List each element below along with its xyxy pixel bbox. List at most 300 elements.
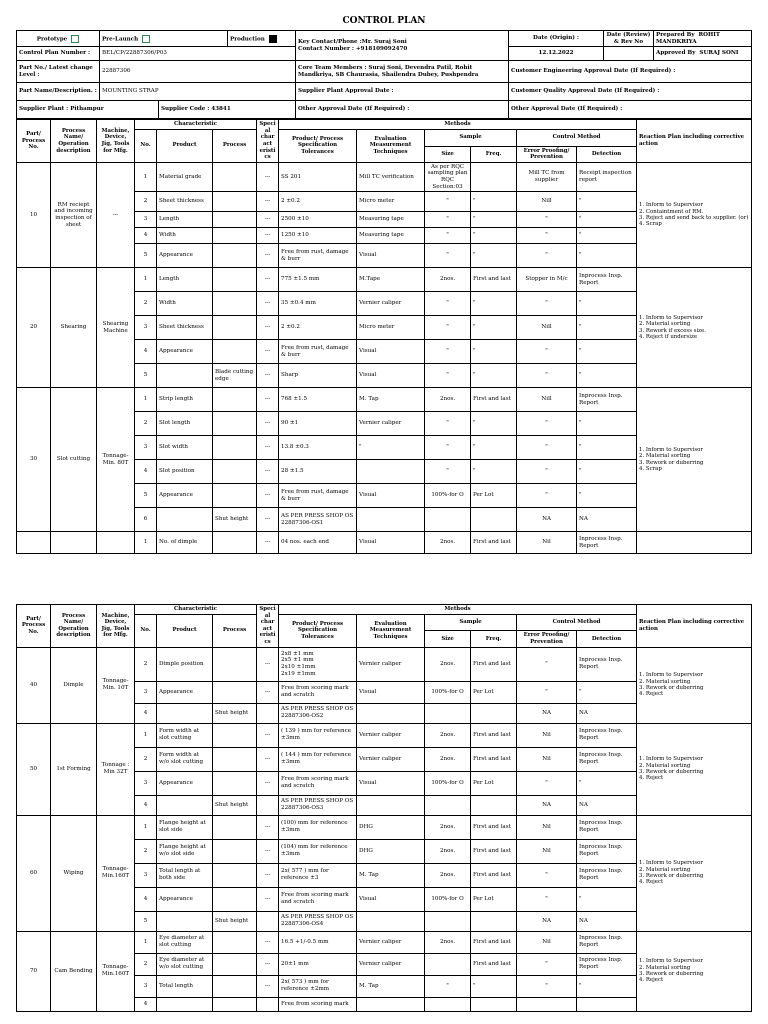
detection: Inprocess Insp. Report (577, 747, 637, 771)
table-row (17, 268, 752, 292)
sample-freq: First and last (471, 647, 517, 681)
error-proofing: " (517, 887, 577, 911)
special-char: --- (257, 839, 279, 863)
machine: Tonnage- Min. 80T (97, 388, 135, 532)
table-row (17, 647, 752, 681)
spec-tolerance: Free from rust, damage & burr (279, 484, 357, 508)
sample-size: " (425, 436, 471, 460)
detection: Inprocess Insp. Report (577, 953, 637, 975)
sample-freq (471, 703, 517, 723)
sample-size: 2nos. (425, 388, 471, 412)
error-proofing: " (517, 244, 577, 268)
char-no: 1 (135, 268, 157, 292)
error-proofing: Nil (517, 839, 577, 863)
spec-tolerance: 13.8 ±0.3 (279, 436, 357, 460)
char-process (213, 316, 257, 340)
evaluation-technique: M. Tap (357, 863, 425, 887)
sample-size (425, 997, 471, 1011)
spec-tolerance: AS PER PRESS SHOP OS 22887306-OS4 (279, 911, 357, 931)
char-product: Total length (157, 975, 213, 997)
sample-freq: " (471, 192, 517, 212)
sample-freq: Per Lot (471, 484, 517, 508)
special-char: --- (257, 388, 279, 412)
sample-freq: " (471, 975, 517, 997)
special-char: --- (257, 931, 279, 953)
machine: --- (97, 162, 135, 267)
sample-size: 2nos. (425, 815, 471, 839)
detection: " (577, 771, 637, 795)
sample-freq: " (471, 228, 517, 244)
error-proofing: " (517, 647, 577, 681)
char-no: 4 (135, 460, 157, 484)
sample-size (425, 795, 471, 815)
col-sample: Sample (425, 614, 517, 631)
col-machine: Machine, Device, Jig, Tools for Mfg. (97, 120, 135, 163)
char-process (213, 997, 257, 1011)
evaluation-technique: Vernier caliper (357, 412, 425, 436)
sample-size: 100%-for O (425, 887, 471, 911)
sample-freq: Per Lot (471, 681, 517, 703)
char-no: 4 (135, 887, 157, 911)
col-characteristic: Characteristic (135, 120, 257, 130)
evaluation-technique: M.Tape (357, 268, 425, 292)
spec-tolerance: 20±1 mm (279, 953, 357, 975)
special-char: --- (257, 162, 279, 191)
special-char (257, 997, 279, 1011)
cust-eng-approval: Customer Engineering Approval Date (If Required) : (509, 61, 752, 83)
char-no: 2 (135, 192, 157, 212)
char-no: 2 (135, 953, 157, 975)
detection: " (577, 975, 637, 997)
reaction-plan: 1. Inform to Supervisor 2. Containtment of RM. 3. Reject and send back to supplier. (or) 4. Scrap (637, 162, 752, 267)
sample-freq: First and last (471, 931, 517, 953)
process-number: 70 (17, 931, 51, 1011)
spec-tolerance: 2 ±0.2 (279, 316, 357, 340)
reaction-plan: 1. Inform to Supervisor 2. Material sorting 3. Rework or duberring 4. Reject (637, 931, 752, 1011)
error-proofing: Stopper in M/c (517, 268, 577, 292)
detection: Inprocess Insp. Report (577, 723, 637, 747)
sample-freq: First and last (471, 723, 517, 747)
char-process: Shut height (213, 795, 257, 815)
detection: " (577, 292, 637, 316)
other-approval-2: Other Approval Date (If Required) : (509, 101, 752, 119)
col-product: Product (157, 614, 213, 647)
part-name: MOUNTING STRAP (100, 83, 296, 101)
evaluation-technique (357, 911, 425, 931)
char-no: 3 (135, 212, 157, 228)
control-plan-table-2 (16, 604, 752, 1012)
evaluation-technique: Mill TC verification (357, 162, 425, 191)
error-proofing: NA (517, 703, 577, 723)
char-no: 1 (135, 931, 157, 953)
char-process (213, 975, 257, 997)
char-product: Flange height at w/o slot side (157, 839, 213, 863)
error-proofing: " (517, 292, 577, 316)
char-process (213, 815, 257, 839)
char-no: 4 (135, 703, 157, 723)
sample-size: 100%-for O (425, 681, 471, 703)
char-process (213, 839, 257, 863)
char-product: Material grade (157, 162, 213, 191)
char-product (157, 703, 213, 723)
detection: Inprocess Insp. Report (577, 863, 637, 887)
error-proofing: NA (517, 795, 577, 815)
col-methods: Methods (279, 120, 637, 130)
evaluation-technique: " (357, 436, 425, 460)
special-char (257, 795, 279, 815)
date-origin: 12.12.2022 (509, 47, 604, 61)
sample-freq (471, 508, 517, 532)
char-no: 1 (135, 815, 157, 839)
evaluation-technique: Measuring tape (357, 228, 425, 244)
char-no: 2 (135, 647, 157, 681)
evaluation-technique: Visual (357, 364, 425, 388)
char-product: Form width at slot cutting (157, 723, 213, 747)
spec-tolerance: 775 ±1.5 mm (279, 268, 357, 292)
special-char (257, 703, 279, 723)
error-proofing: " (517, 212, 577, 228)
prelaunch-checkbox-icon (142, 35, 150, 43)
table-row (17, 723, 752, 747)
col-evaluation: Evaluation Measurement Techniques (357, 129, 425, 162)
sample-freq: First and last (471, 268, 517, 292)
char-product (157, 997, 213, 1011)
evaluation-technique: Visual (357, 484, 425, 508)
special-char: --- (257, 887, 279, 911)
sample-freq: First and last (471, 839, 517, 863)
col-no: No. (135, 614, 157, 647)
error-proofing: " (517, 863, 577, 887)
sample-size: " (425, 292, 471, 316)
error-proofing: " (517, 484, 577, 508)
char-process (213, 162, 257, 191)
detection: " (577, 484, 637, 508)
char-no: 5 (135, 484, 157, 508)
spec-tolerance: ( 144 ) mm for reference ±3mm (279, 747, 357, 771)
machine: Tonnage- Min. 10T (97, 647, 135, 723)
sample-size: " (425, 460, 471, 484)
spec-tolerance: AS PER PRESS SHOP OS 22887306-OS1 (279, 508, 357, 532)
evaluation-technique: Visual (357, 244, 425, 268)
char-product: Slot width (157, 436, 213, 460)
process-number: 30 (17, 388, 51, 532)
evaluation-technique: DHG (357, 839, 425, 863)
sample-size: " (425, 212, 471, 228)
control-plan-header (16, 12, 752, 119)
part-name-label: Part Name/Description. : (17, 83, 100, 101)
col-methods: Methods (279, 605, 637, 615)
char-no: 5 (135, 244, 157, 268)
spec-tolerance: Free from scoring mark (279, 997, 357, 1011)
document-title: CONTROL PLAN (17, 12, 752, 31)
detection: " (577, 681, 637, 703)
machine: Tonnage- Min.160T (97, 815, 135, 931)
part-no-label: Part No./ Latest change Level : (17, 61, 100, 83)
process-name (51, 532, 97, 554)
sample-size: 2nos. (425, 747, 471, 771)
special-char: --- (257, 508, 279, 532)
process-name: RM reciept and incoming inspection of sheet (51, 162, 97, 267)
char-no: 2 (135, 412, 157, 436)
sample-freq: First and last (471, 815, 517, 839)
sample-size: " (425, 244, 471, 268)
process-number: 10 (17, 162, 51, 267)
error-proofing: Nil (517, 747, 577, 771)
evaluation-technique (357, 997, 425, 1011)
char-process (213, 484, 257, 508)
col-product: Product (157, 129, 213, 162)
char-process: Blade cutting edge (213, 364, 257, 388)
sample-size: 2nos. (425, 931, 471, 953)
col-process: Process (213, 614, 257, 647)
process-number (17, 532, 51, 554)
char-product: Strip length (157, 388, 213, 412)
spec-tolerance: 2x( 573 ) mm for reference ±2mm (279, 975, 357, 997)
spec-tolerance: Free from scoring mark and scratch (279, 887, 357, 911)
sample-size: As per RQC sampling plan RQC Section:03 (425, 162, 471, 191)
process-name: Cam Bending (51, 931, 97, 1011)
sample-freq: First and last (471, 953, 517, 975)
col-control-method: Control Method (517, 614, 637, 631)
detection: NA (577, 703, 637, 723)
sample-freq: Per Lot (471, 771, 517, 795)
detection: " (577, 228, 637, 244)
evaluation-technique: DHG (357, 815, 425, 839)
col-part-process-no: Part/ Process No. (17, 605, 51, 648)
error-proofing: NA (517, 911, 577, 931)
sample-freq: " (471, 436, 517, 460)
col-part-process-no: Part/ Process No. (17, 120, 51, 163)
char-process (213, 460, 257, 484)
char-product: Length (157, 268, 213, 292)
char-product (157, 364, 213, 388)
evaluation-technique: Measuring tape (357, 212, 425, 228)
special-char: --- (257, 292, 279, 316)
special-char: --- (257, 244, 279, 268)
error-proofing: " (517, 228, 577, 244)
error-proofing: Nill (517, 388, 577, 412)
col-special: Special charact eristics (257, 605, 279, 648)
evaluation-technique: Visual (357, 887, 425, 911)
evaluation-technique: Visual (357, 532, 425, 554)
spec-tolerance: 2500 ±10 (279, 212, 357, 228)
special-char: --- (257, 771, 279, 795)
sample-size: 2nos. (425, 647, 471, 681)
char-process (213, 388, 257, 412)
error-proofing: " (517, 412, 577, 436)
sample-size: 100%-for O (425, 771, 471, 795)
sample-size (425, 703, 471, 723)
char-process: Shut height (213, 508, 257, 532)
sample-freq: " (471, 340, 517, 364)
prelaunch-option: Pre-Launch (100, 31, 228, 47)
page-gap (0, 580, 768, 604)
char-no: 3 (135, 436, 157, 460)
spec-tolerance: (104) mm for reference ±3mm (279, 839, 357, 863)
detection: Inprocess Insp. Report (577, 839, 637, 863)
sample-size (425, 911, 471, 931)
col-special: Special charact eristics (257, 120, 279, 163)
detection: NA (577, 508, 637, 532)
error-proofing: " (517, 340, 577, 364)
col-evaluation: Evaluation Measurement Techniques (357, 614, 425, 647)
process-number: 60 (17, 815, 51, 931)
special-char: --- (257, 268, 279, 292)
sample-size: 100%-for O (425, 484, 471, 508)
col-spec: Product/ Process Specification Tolerances (279, 129, 357, 162)
evaluation-technique (357, 508, 425, 532)
spec-tolerance: 2x8 ±1 mm 2x5 ±1 mm 2x10 ±1mm 2x19 ±1mm (279, 647, 357, 681)
evaluation-technique: Vernier caliper (357, 747, 425, 771)
char-product: Width (157, 228, 213, 244)
special-char: --- (257, 953, 279, 975)
control-plan-table-1 (16, 119, 752, 554)
sample-size: " (425, 228, 471, 244)
core-team: Core Team Members : Suraj Soni, Devendra Patil, Rohit Mandkriya, SB Chaurasia, Shailendra Dubey, Pushpendra (296, 61, 509, 83)
spec-tolerance: AS PER PRESS SHOP OS 22887306-OS3 (279, 795, 357, 815)
table-row (17, 815, 752, 839)
supplier-plant-approval: Supplier Plant Approval Date : (296, 83, 509, 101)
evaluation-technique: Visual (357, 340, 425, 364)
table-row (17, 162, 752, 191)
detection: NA (577, 911, 637, 931)
char-product: Appearance (157, 244, 213, 268)
sample-freq: " (471, 460, 517, 484)
char-no: 2 (135, 747, 157, 771)
reaction-plan: 1. Inform to Supervisor 2. Material sorting 3. Rework if excess size. 4. Reject if undersize (637, 268, 752, 388)
detection: Inprocess Insp. Report (577, 931, 637, 953)
error-proofing: " (517, 975, 577, 997)
char-process (213, 953, 257, 975)
detection: Inprocess Insp. Report (577, 268, 637, 292)
detection: " (577, 412, 637, 436)
char-process (213, 647, 257, 681)
error-proofing: Nil (517, 532, 577, 554)
col-reaction: Reaction Plan including corrective action (637, 605, 752, 648)
sample-size: 2nos. (425, 532, 471, 554)
machine: Tonnage : Min 32T (97, 723, 135, 815)
control-plan-page-1 (16, 12, 751, 554)
approved-by: Approved By SURAJ SONI (654, 47, 752, 61)
error-proofing: " (517, 436, 577, 460)
process-number: 50 (17, 723, 51, 815)
detection: " (577, 364, 637, 388)
col-freq: Freq. (471, 146, 517, 162)
sample-size (425, 508, 471, 532)
sample-freq: Per Lot (471, 887, 517, 911)
sample-size: " (425, 364, 471, 388)
error-proofing: Nill (517, 316, 577, 340)
evaluation-technique: Vernier caliper (357, 931, 425, 953)
cp-number: BEL/CP/22887306/P03 (100, 47, 296, 61)
error-proofing: " (517, 681, 577, 703)
spec-tolerance: 28 ±1.5 (279, 460, 357, 484)
spec-tolerance: 1250 ±10 (279, 228, 357, 244)
char-process (213, 863, 257, 887)
sample-freq: First and last (471, 863, 517, 887)
sample-freq: First and last (471, 532, 517, 554)
sample-freq: " (471, 364, 517, 388)
production-option: Production (228, 31, 296, 47)
char-process (213, 747, 257, 771)
col-size: Size (425, 631, 471, 647)
error-proofing: NA (517, 508, 577, 532)
evaluation-technique: Vernier caliper (357, 723, 425, 747)
detection: " (577, 212, 637, 228)
char-product: Slot length (157, 412, 213, 436)
char-no: 1 (135, 532, 157, 554)
table-row (17, 532, 752, 554)
spec-tolerance: Free from scoring mark and scratch (279, 681, 357, 703)
special-char: --- (257, 863, 279, 887)
char-no: 4 (135, 997, 157, 1011)
special-char: --- (257, 484, 279, 508)
date-origin-label: Date (Origin) : (509, 31, 604, 47)
evaluation-technique (357, 460, 425, 484)
error-proofing: " (517, 460, 577, 484)
char-no: 3 (135, 316, 157, 340)
special-char: --- (257, 681, 279, 703)
char-process (213, 723, 257, 747)
sample-freq (471, 997, 517, 1011)
col-machine: Machine, Device, Jig, Tools for Mfg. (97, 605, 135, 648)
char-product: Length (157, 212, 213, 228)
char-product: Appearance (157, 771, 213, 795)
spec-tolerance: ( 139 ) mm for reference ±3mm (279, 723, 357, 747)
special-char: --- (257, 412, 279, 436)
detection: " (577, 460, 637, 484)
char-process (213, 412, 257, 436)
evaluation-technique: Vernier caliper (357, 647, 425, 681)
supplier-plant: Supplier Plant : Pithampur (17, 101, 159, 119)
char-product: Flange height at slot side (157, 815, 213, 839)
error-proofing (517, 997, 577, 1011)
char-process (213, 931, 257, 953)
process-name: Dimple (51, 647, 97, 723)
char-no: 3 (135, 975, 157, 997)
char-product (157, 795, 213, 815)
spec-tolerance: (100) mm for reference ±3mm (279, 815, 357, 839)
machine (97, 532, 135, 554)
char-product (157, 508, 213, 532)
detection: " (577, 244, 637, 268)
char-process (213, 228, 257, 244)
error-proofing: " (517, 771, 577, 795)
char-product: Appearance (157, 484, 213, 508)
detection: " (577, 316, 637, 340)
special-char: --- (257, 364, 279, 388)
col-process-name: Process Name/ Operation description (51, 605, 97, 648)
process-name: 1st Forming (51, 723, 97, 815)
machine: Shearing Machine (97, 268, 135, 388)
col-process-name: Process Name/ Operation description (51, 120, 97, 163)
col-error-proofing: Error Proofing/ Prevention (517, 146, 577, 162)
sample-size: " (425, 192, 471, 212)
sample-size: 2nos. (425, 863, 471, 887)
spec-tolerance: SS 201 (279, 162, 357, 191)
other-approval-1: Other Approval Date (If Required) : (296, 101, 509, 119)
char-no: 3 (135, 771, 157, 795)
char-process (213, 771, 257, 795)
evaluation-technique: Visual (357, 681, 425, 703)
reaction-plan: 1. Inform to Supervisor 2. Material sorting 3. Rework or duberring 4. Reject (637, 815, 752, 931)
reaction-plan: 1. Inform to Supervisor 2. Material sorting 3. Rework or duberring 4. Scrap (637, 388, 752, 532)
spec-tolerance: 768 ±1.5 (279, 388, 357, 412)
table-row (17, 388, 752, 412)
char-no: 4 (135, 340, 157, 364)
special-char: --- (257, 723, 279, 747)
char-product: Form width at w/o slot cutting (157, 747, 213, 771)
